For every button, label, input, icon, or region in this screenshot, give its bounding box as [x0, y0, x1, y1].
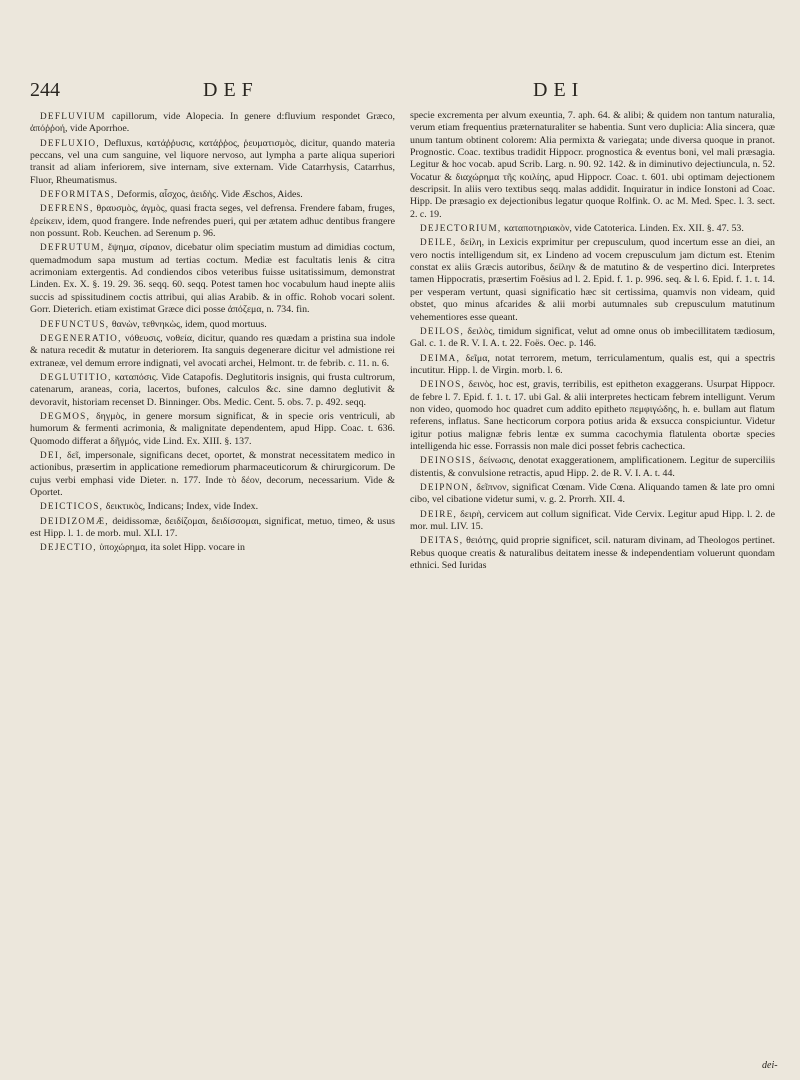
- headword: DEGLUTITIO,: [40, 371, 112, 382]
- dictionary-entry: [30, 188, 395, 201]
- entry-text: δηγμὸς, in genere morsum significat, & in specie oris ventriculi, ab humorum & fermenti acrimonia, & malignitate dependentem, apud Hipp. Coac. t. 636. Quomodo differat a δῆγμός, vide Lind. Ex. XIII. §. 137.: [30, 410, 395, 447]
- dictionary-entry: [30, 241, 395, 316]
- entry-text: δείνωσις, denotat exaggerationem, amplificationem. Legitur de superciliis distentis, & convulsione retractis, apud Hipp. 2. de R. V. I. A. t. 44.: [410, 455, 775, 479]
- dictionary-entry: [410, 236, 775, 323]
- dictionary-entry: [410, 325, 775, 351]
- dictionary-entry: [410, 222, 775, 235]
- dictionary-entry: [30, 318, 395, 331]
- headword: DEFORMITAS,: [40, 189, 115, 200]
- entry-text: δείλη, in Lexicis exprimitur per crepusculum, quod incertum esse an diei, an vero noctis intelligendum sit, ex Lindeno ad vocem crepusculum jam dictum est. Etenim constat ex aliis Græcis autoribus, δείλην & de matutino & de vespertino dici. Interpretes tamen Hippocratis, præsertim Foësius ad l. 2. Epid. f. 1. p. 996. seq. & l. 6. Epid. f. 1. t. 14. per vesperam vertunt, quasi significatio hæc sit certissima, quamvis non videam, quid obstet, quo minus afcarides & alii morbi autumnales sub crepusculum matutinum vehementiores esse queant.: [410, 237, 775, 323]
- entry-text: καταποτηριακὸν, vide Catoterica. Linden. Ex. XII. §. 47. 53.: [504, 223, 744, 235]
- entry-text: δεῖ, impersonale, significans decet, oportet, & monstrat necessitatem medico in actionibus, præsertim in applicatione remediorum pharmaceuticorum & chirurgicorum. De cujus verbi emphasi vide Dieter. n. 177. Inde τὸ δέον, decorum, necessarium. Vide & Oportet.: [30, 449, 395, 498]
- entry-text: δεῖμα, notat terrorem, metum, terriculamentum, qualis est, qui a spectris incutitur. Hipp. l. de Virgin. morb. l. 6.: [410, 352, 776, 376]
- entry-text: νόθευσις, νοθεία, dicitur, quando res quædam a pristina sua indole & natura recedit & mutatur in deteriorem. Ita sanguis degenerare dicitur vel admistione rei extraneæ, vel demum errore indignati, vel avocati archei, Helmont. tr. de febrib. c. 11. n. 6.: [30, 332, 396, 369]
- headword: DEFLUXIO,: [40, 137, 100, 148]
- dictionary-entry: [30, 202, 395, 240]
- entry-text: Deformis, αἶσχος, ἀειδὴς. Vide Æschos, Aides.: [117, 189, 303, 201]
- headword: DEIRE,: [420, 508, 458, 519]
- headword: DEGMOS,: [40, 410, 91, 421]
- right-column: [410, 110, 775, 573]
- headword: DEIDIZOMÆ,: [40, 515, 109, 526]
- dictionary-entry: [30, 332, 395, 370]
- dictionary-entry-continued: [410, 110, 775, 221]
- entry-text: καταπόσις. Vide Catapofis. Deglutitoris insignis, qui frusta cultrorum, catenarum, araneas, coria, lacertos, bufones, calculos &c. sine damno deglutivit & devoravit, historiam recenset D. Binninger. Obs. Medic. Cent. 5. obs. 7. p. 492. seqq.: [30, 371, 395, 408]
- entry-text: δειρὴ, cervicem aut collum significat. Vide Cervix. Legitur apud Hipp. l. 2. de mor. mul. LIV. 15.: [410, 508, 776, 532]
- running-head-left: DEF: [203, 79, 259, 101]
- catchword: dei-: [762, 1060, 778, 1071]
- entry-text: δεικτικὸς, Indicans; Index, vide Index.: [105, 501, 259, 513]
- entry-text: δειλὸς, timidum significat, velut ad omne onus ob imbecillitatem tædiosum, Gal. c. 1. de R. V. I. A. t. 22. Foës. Oec. p. 146.: [410, 325, 775, 350]
- headword: DEILOS,: [420, 325, 465, 336]
- dictionary-entry: [410, 534, 775, 572]
- entry-text: δεινὸς, hoc est, gravis, terribilis, est epitheton exaggerans. Usurpat Hippocr. de febre l. 7. Epid. f. 1. t. 17. ubi Gal. & alii interpretes hecticam febrem intelligunt. Verum non video, quomodo hoc quadret cum addito epitheto πεμφιγώδης, h. e. bullam aut flatum referens, inflatus. Sane hecticorum corpora potius arida & exsucca conspiciuntur. Videtur igitur potius malignæ febris lentæ ex summa cacochymia flatulenta obortæ species intelligenda hic esse. Forrassis non male dici posset febris cachectica.: [410, 379, 776, 452]
- headword: DEJECTIO,: [40, 542, 97, 553]
- dictionary-entry: [30, 541, 395, 554]
- dictionary-entry: [30, 449, 395, 499]
- headword: DEINOS,: [420, 379, 466, 390]
- entry-text: θραυσμὸς, ἀγμὸς, quasi fracta seges, vel defrensa. Frendere fabam, fruges, ἐρείκειν, idem, quod frangere. Inde nefrendes pueri, qui per ætatem adhuc dentibus frangere non possunt. Rob. Keuchen. ad Serenum p. 96.: [30, 203, 396, 240]
- dictionary-entry: [410, 481, 775, 507]
- headword: DEINOSIS,: [420, 455, 476, 466]
- entry-text: θειότης, quid proprie significet, scil. naturam divinam, ad Theologos pertinet. Rebus quoque creatis & naturalibus deitatem inesse & independentiam voluerunt quondam ethnici. Sed Iuridas: [410, 535, 775, 572]
- dictionary-entry: [30, 500, 395, 513]
- headword: DEIMA,: [420, 352, 461, 363]
- headword: DEFUNCTUS,: [40, 318, 110, 329]
- entry-text: ὑποχώρημα, ita solet Hipp. vocare in: [99, 542, 245, 554]
- headword: DEICTICOS,: [40, 501, 104, 512]
- dictionary-entry: [410, 378, 775, 453]
- dictionary-entry: [30, 515, 395, 541]
- entry-text: δεῖπνον, significat Cœnam. Vide Cœna. Aliquando tamen & late pro omni cibo, vel cibatione videtur sumi, v. g. 2. Prorrh. XII. 4.: [410, 481, 776, 506]
- entry-text: specie excrementa per alvum exeuntia, 7. aph. 64. & alibi; & quidem non tantum naturalia, verum etiam frequentius præternaturaliter se habentia. Sunt vero duplicia: Alia sincera, quæ unum tantum obtinent colorem: Alia permixta & variegata; unde diversa quoque in pranot. Prognostic. Coac. textibus tradidit Hippocr. prognostica & eventus boni, vel mali præsagia. Legitur & hoc vocab. apud Scrib. Larg. n. 90. 92. 142. & in diminutivo dejectiuncula, n. 52. Vocatur & διαχώρημα τῆς κοιλίης, apud Hippocr. Coac. t. 601. ubi optimam dejectionem descripsit. In aliis vero textibus seqq. malas addidit. Inquiratur in indice Ionstoni ad Coac. Hipp. De præsagio ex dejectionibus legatur quoque Rolfink. O. ac M. Med. Spec. l. 3. sect. 2. c. 19.: [410, 110, 775, 220]
- dictionary-entry: [30, 371, 395, 409]
- running-head-right: DEI: [533, 79, 585, 101]
- entry-text: ἕψημα, σίραιον, dicebatur olim speciatim mustum ad dimidias coctum, quemadmodum sapa mustum ad tertias coctum. Mediæ est facultatis lenis & citra acrimoniam extergentis. Ad condiendos cibos veteribus fuisse usitatissimum, demonstrat Linden. Ex. X. §. 19. 29. 36. seqq. 60. seqq. Potest tamen hoc vocabulum haud inepte aliis succis ad spissitudinem coctis attribui, qui alias Arabib. & in offic. Rohob vocari solent. Gorr. Dieterich. etiam existimat Græce dici posse ἀπόζεμα, n. 734. fin.: [30, 242, 395, 316]
- headword: DEILE,: [420, 237, 457, 248]
- dictionary-entry: [30, 110, 395, 136]
- dictionary-entry: [410, 352, 775, 378]
- headword: DEJECTORIUM,: [420, 223, 502, 234]
- dictionary-entry: [410, 508, 775, 534]
- headword: DEFRENS,: [40, 203, 94, 214]
- dictionary-entry: [410, 454, 775, 480]
- entry-text: Defluxus, κατάῤῥυσις, κατάῤῥος, ῥευματισμὸς, dicitur, quando materia peccans, vel una cum sanguine, vel liquore nervoso, aut lympha a parte aliqua superiori transit ad aliam inferiorem, sive internam, sive externam. Vide Catarrhysis, Catarrhus, Fluor, Rheumatismus.: [30, 137, 396, 186]
- headword: DEFLUVIUM: [40, 111, 106, 121]
- headword: DEFRUTUM,: [40, 242, 105, 253]
- headword: DEIPNON,: [420, 481, 474, 492]
- entry-text: deidissomæ, δειδίζομαι, δειδίσσομαι, significat, metuo, timeo, & usus est Hipp. l. 1. de morb. mul. XLI. 17.: [30, 515, 395, 539]
- headword: DEGENERATIO,: [40, 332, 122, 343]
- left-column: [30, 110, 395, 556]
- headword: DEI,: [40, 449, 63, 460]
- entry-text: θανὼν, τεθνηκὼς, idem, quod mortuus.: [111, 318, 267, 330]
- entry-text: capillorum, vide Alopecia. In genere d:fluvium respondet Græco, ἀπόῤῥοή, vide Aporrhoe.: [30, 111, 395, 135]
- dictionary-entry: [30, 137, 395, 187]
- dictionary-entry: [30, 410, 395, 448]
- page-number: 244: [30, 79, 60, 101]
- headword: DEITAS,: [420, 535, 464, 546]
